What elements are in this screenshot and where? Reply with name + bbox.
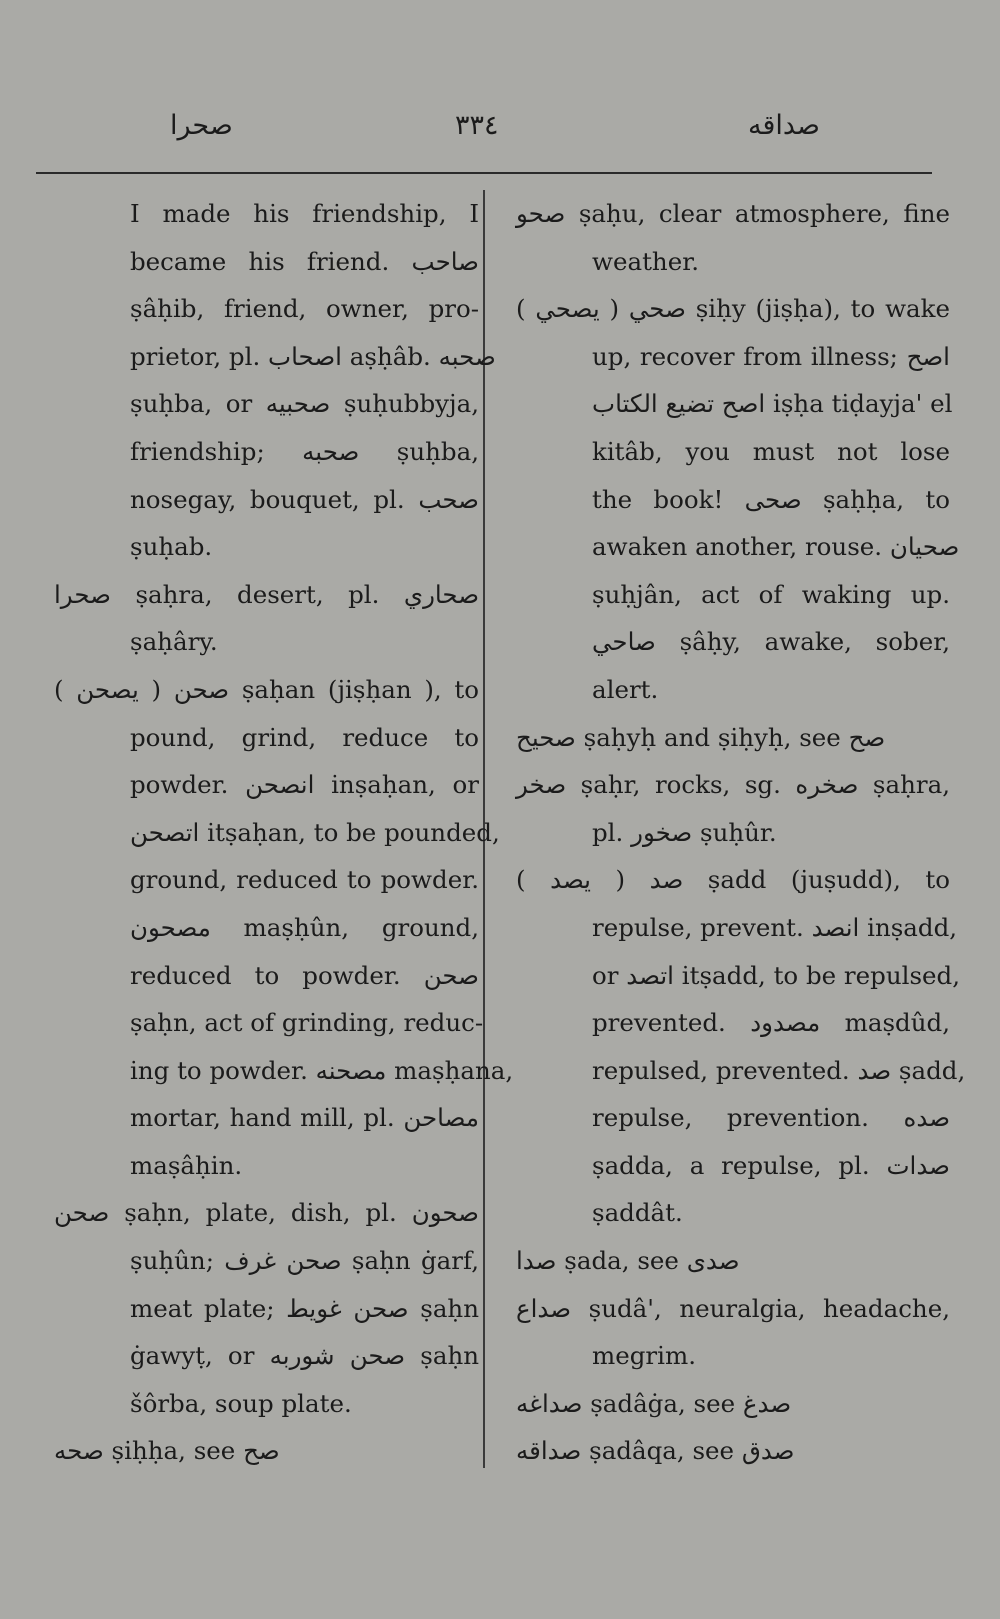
entry-line: weather. — [592, 246, 700, 276]
entry-line: اصح تضيع الكتاب iṣḥa tiḍayja' el — [592, 389, 953, 419]
entry-line: powder. انصحن inṣaḥan, or — [130, 770, 479, 800]
entry-line: ṣaḥn, act of grinding, reduc- — [130, 1008, 484, 1038]
entry-line: صداقه ṣadâqa, see صدق — [516, 1436, 795, 1466]
right-column — [516, 190, 966, 1475]
entry-line: صداغه ṣadâġa, see صدغ — [516, 1388, 792, 1418]
entry-line: maṣâḥin. — [130, 1150, 243, 1180]
entry-line: pl. صخور ṣuḥûr. — [592, 817, 777, 847]
entry-line: megrim. — [592, 1341, 696, 1371]
entry-line: up, recover from illness; اصح — [592, 341, 950, 371]
entry-line: awaken another, rouse. صحيان — [592, 532, 960, 562]
entry-line: صحن ṣaḥn, plate, dish, pl. صحون — [54, 1198, 479, 1228]
entry-line: repulse, prevention. صده — [592, 1103, 950, 1133]
entry-line: repulsed, prevented. صد ṣadd, — [592, 1055, 966, 1085]
entry-line: ṣuḥab. — [130, 532, 213, 562]
header-left-catchword: صحرا — [170, 110, 233, 141]
entry-line: ṣaddât. — [592, 1198, 683, 1228]
entry-line: pound, grind, reduce to — [130, 722, 479, 752]
entry-line: صاحي ṣâḥy, awake, sober, — [592, 627, 950, 657]
entry-line: ṣuḥba, or صحبيه ṣuḥubbyja, — [130, 389, 479, 419]
entry-line: صحي ( يصحي ) ṣiḥy (jiṣḥa), to wake — [516, 294, 950, 324]
entry-line: prevented. مصدود maṣdûd, — [592, 1008, 950, 1038]
entry-line: meat plate; صحن غويط ṣaḥn — [130, 1293, 479, 1323]
header-right-catchword: صداقه — [748, 110, 820, 141]
entry-line: I made his friendship, I — [130, 199, 479, 228]
entry-line: مصحون maṣḥûn, ground, — [130, 912, 479, 942]
entry-line: friendship; صحبه ṣuḥba, — [130, 436, 479, 466]
entry-line: repulse, prevent. انصد inṣadd, — [592, 912, 958, 942]
entry-line: ġawyṭ, or صحن شوربه ṣaḥn — [130, 1341, 480, 1371]
left-column — [54, 190, 514, 1475]
entry-line: became his friend. صاحب — [130, 246, 479, 276]
entry-line: صحن ( يصحن ) ṣaḥan (jiṣḥan ), to — [54, 674, 480, 704]
entry-line: صحو ṣaḥu, clear atmosphere, fine — [516, 199, 950, 228]
entry-line: ṣaḥâry. — [130, 627, 218, 657]
entry-line: ṣâḥib, friend, owner, pro- — [130, 294, 479, 324]
entry-line: the book! صحى ṣaḥḥa, to — [592, 484, 950, 514]
entry-line: ground, reduced to powder. — [130, 865, 479, 895]
entry-line: صخر ṣaḥr, rocks, sg. صخره ṣaḥra, — [516, 770, 950, 800]
entry-line: ṣuḥjân, act of waking up. — [592, 579, 950, 609]
entry-line: ṣuḥûn; صحن غرف ṣaḥn ġarf, — [130, 1246, 479, 1276]
entry-line: صحه ṣiḥḥa, see صح — [54, 1436, 280, 1466]
entry-line: صداع ṣudâ', neuralgia, headache, — [516, 1293, 950, 1323]
entry-line: صحيح ṣaḥyḥ and ṣiḥyḥ, see صح — [516, 722, 886, 752]
entry-line: صدا ṣada, see صدى — [516, 1246, 740, 1276]
entry-line: kitâb, you must not lose — [592, 436, 950, 466]
header-rule — [36, 172, 932, 174]
entry-line: reduced to powder. صحن — [130, 960, 479, 990]
entry-line: prietor, pl. اصحاب aṣḥâb. صحبه — [130, 341, 496, 371]
entry-line: ing to powder. مصحنه maṣḥana, — [130, 1055, 514, 1085]
entry-line: صحرا ṣaḥra, desert, pl. صحاري — [54, 579, 479, 609]
entry-line: alert. — [592, 674, 659, 704]
entry-line: šôrba, soup plate. — [130, 1388, 352, 1418]
entry-line: mortar, hand mill, pl. مصاحن — [130, 1103, 479, 1133]
entry-line: or اتصد itṣadd, to be repulsed, — [592, 960, 960, 990]
entry-line: ṣadda, a repulse, pl. صدات — [592, 1150, 950, 1180]
entry-line: صد ( يصد ) ṣadd (juṣudd), to — [516, 865, 950, 895]
entry-line: اتصحن itṣaḥan, to be pounded, — [130, 817, 500, 847]
entry-line: nosegay, bouquet, pl. صحب — [130, 484, 479, 514]
page-number: ٣٣٤ — [455, 110, 499, 141]
